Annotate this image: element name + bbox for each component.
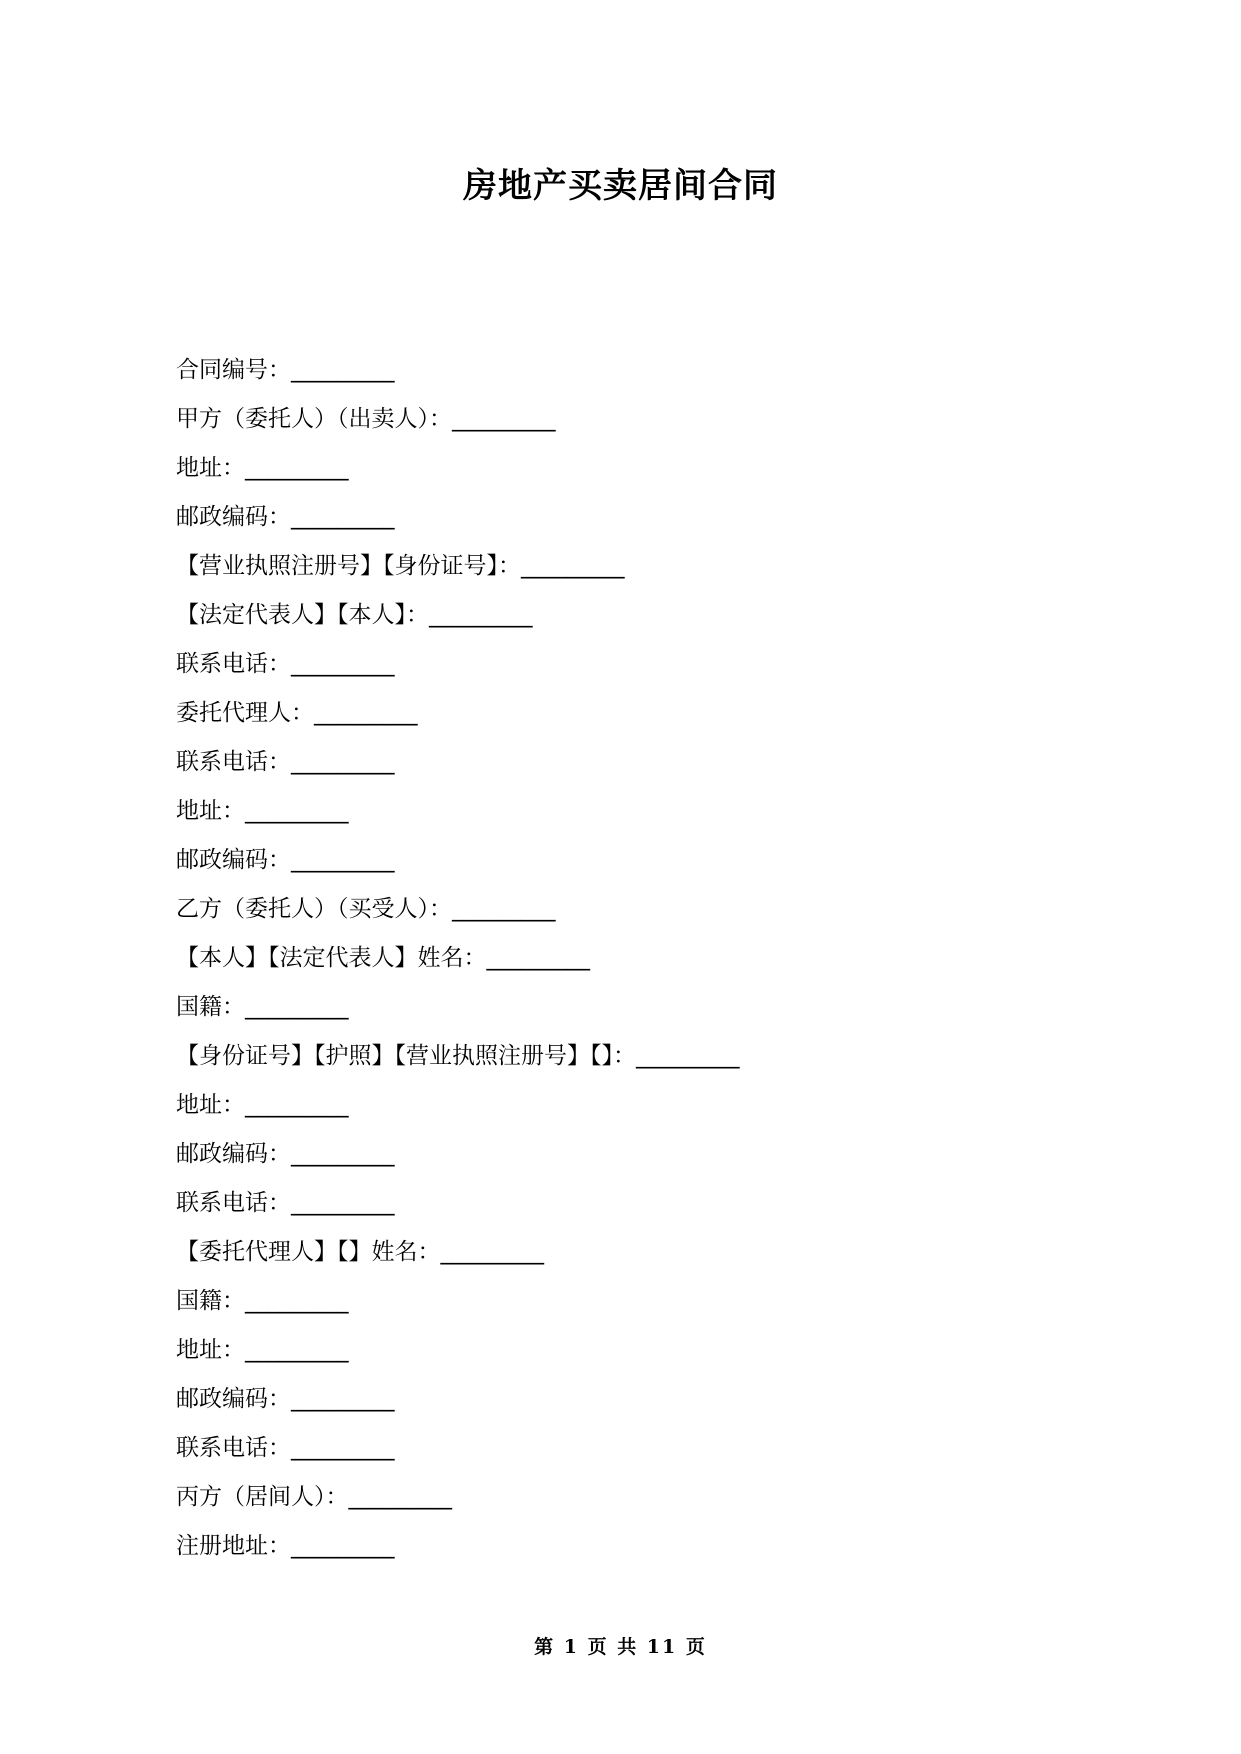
field-line xyxy=(176,499,1136,548)
field-blank: _________ xyxy=(291,504,395,530)
field-label: 地址： xyxy=(176,798,245,824)
field-blank: _________ xyxy=(291,1533,395,1559)
field-label: 邮政编码： xyxy=(176,504,291,530)
field-label: 【本人】【法定代表人】姓名： xyxy=(176,945,487,971)
field-line xyxy=(176,940,1136,989)
field-line xyxy=(176,597,1136,646)
field-blank: _________ xyxy=(291,1386,395,1412)
field-line xyxy=(176,1038,1136,1087)
field-blank: _________ xyxy=(291,1190,395,1216)
field-blank: _________ xyxy=(291,749,395,775)
field-label: 联系电话： xyxy=(176,749,291,775)
field-blank: _________ xyxy=(348,1484,452,1510)
field-line xyxy=(176,1430,1136,1479)
field-label: 【法定代表人】【本人】： xyxy=(176,602,429,628)
field-blank: _________ xyxy=(636,1043,740,1069)
field-label: 国籍： xyxy=(176,994,245,1020)
field-label: 丙方（居间人）： xyxy=(176,1484,349,1510)
field-blank: _________ xyxy=(245,1288,349,1314)
field-blank: _________ xyxy=(245,455,349,481)
field-blank: _________ xyxy=(440,1239,544,1265)
document-title: 房地产买卖居间合同 xyxy=(463,166,778,206)
field-label: 【身份证号】【护照】【营业执照注册号】【】： xyxy=(176,1043,636,1069)
field-label: 地址： xyxy=(176,1337,245,1363)
field-label: 邮政编码： xyxy=(176,1141,291,1167)
field-label: 甲方（委托人）（出卖人）： xyxy=(176,406,452,432)
field-line xyxy=(176,989,1136,1038)
field-blank: _________ xyxy=(291,651,395,677)
field-line xyxy=(176,450,1136,499)
field-blank: _________ xyxy=(521,553,625,579)
field-label: 【营业执照注册号】【身份证号】： xyxy=(176,553,521,579)
contract-fields-list xyxy=(176,352,1136,1577)
field-label: 国籍： xyxy=(176,1288,245,1314)
field-line xyxy=(176,1381,1136,1430)
field-label: 乙方（委托人）（买受人）： xyxy=(176,896,452,922)
field-label: 地址： xyxy=(176,1092,245,1118)
field-blank: _________ xyxy=(245,798,349,824)
field-label: 【委托代理人】【】姓名： xyxy=(176,1239,441,1265)
field-line xyxy=(176,401,1136,450)
field-line xyxy=(176,695,1136,744)
field-line xyxy=(176,1136,1136,1185)
field-label: 联系电话： xyxy=(176,1190,291,1216)
field-line xyxy=(176,744,1136,793)
field-line xyxy=(176,548,1136,597)
field-label: 注册地址： xyxy=(176,1533,291,1559)
field-line xyxy=(176,1528,1136,1577)
field-line xyxy=(176,1332,1136,1381)
page-footer: 第 1 页 共 11 页 xyxy=(534,1636,707,1658)
field-label: 联系电话： xyxy=(176,651,291,677)
field-blank: _________ xyxy=(486,945,590,971)
field-blank: _________ xyxy=(245,1092,349,1118)
field-line xyxy=(176,1283,1136,1332)
field-line xyxy=(176,1185,1136,1234)
field-blank: _________ xyxy=(314,700,418,726)
field-line xyxy=(176,891,1136,940)
field-line xyxy=(176,793,1136,842)
field-label: 地址： xyxy=(176,455,245,481)
field-blank: _________ xyxy=(291,847,395,873)
field-line xyxy=(176,1479,1136,1528)
field-blank: _________ xyxy=(452,406,556,432)
field-line xyxy=(176,1087,1136,1136)
field-label: 合同编号： xyxy=(176,357,291,383)
field-label: 联系电话： xyxy=(176,1435,291,1461)
field-label: 委托代理人： xyxy=(176,700,314,726)
field-line xyxy=(176,352,1136,401)
field-blank: _________ xyxy=(291,1435,395,1461)
field-line xyxy=(176,842,1136,891)
field-blank: _________ xyxy=(291,357,395,383)
field-label: 邮政编码： xyxy=(176,847,291,873)
field-blank: _________ xyxy=(245,1337,349,1363)
field-blank: _________ xyxy=(452,896,556,922)
field-blank: _________ xyxy=(245,994,349,1020)
field-line xyxy=(176,646,1136,695)
field-blank: _________ xyxy=(291,1141,395,1167)
field-line xyxy=(176,1234,1136,1283)
field-label: 邮政编码： xyxy=(176,1386,291,1412)
field-blank: _________ xyxy=(429,602,533,628)
